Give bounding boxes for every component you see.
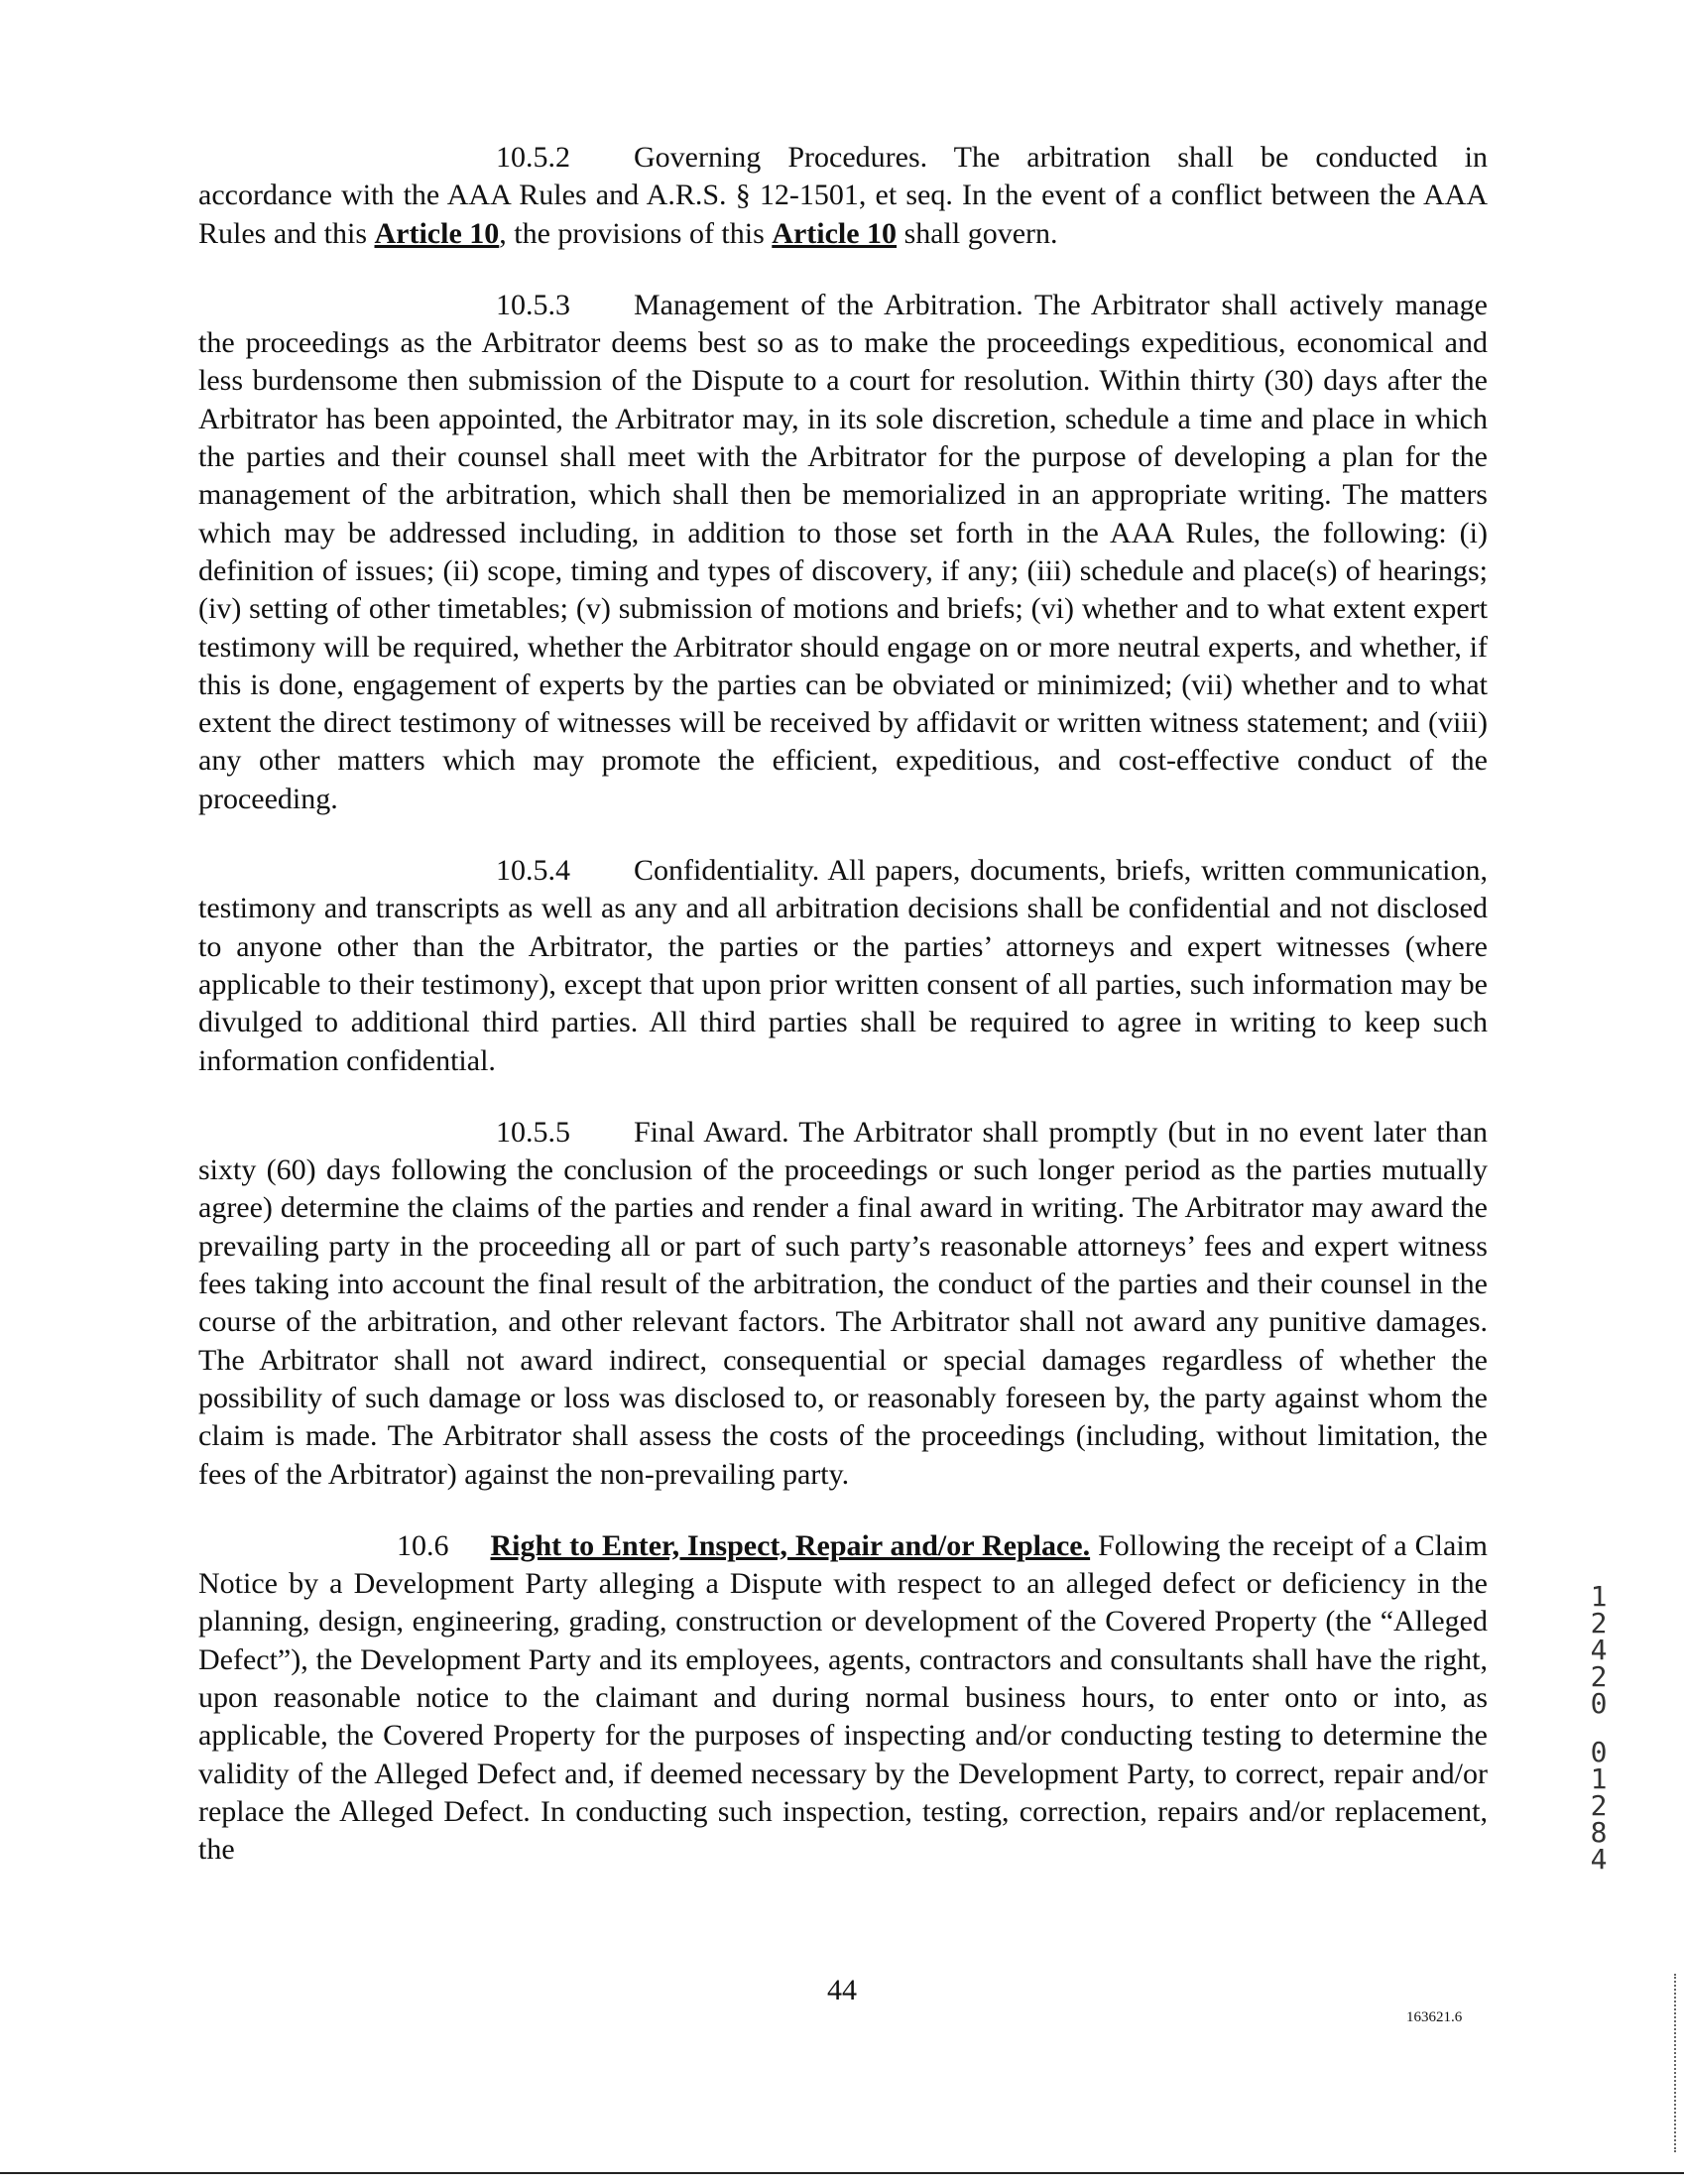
paragraph-10-5-5: [198, 1114, 1488, 1494]
stamp-digit: 1: [1590, 1762, 1608, 1795]
paragraph-text: Confidentiality. All papers, documents, briefs, written communication, testimony and transcripts as well as any and all arbitration decisions shall be confidential and not disclosed to anyone other than the Arbitrator, the parties or the parties’ attorneys and expert witnesses (where applicable to their testimony), except that upon prior written consent of all parties, such information may be divulged to additional third parties. All third parties shall be required to agree in writing to keep such information confidential.: [198, 854, 1488, 1077]
article-reference: Article 10: [374, 216, 500, 250]
scan-edge-mark: [1674, 1974, 1678, 2152]
paragraph-text: Following the receipt of a Claim Notice by a Development Party alleging a Dispute with respect to an alleged defect or deficiency in the planning, design, engineering, grading, construction or development of the Covered Property (the “Alleged Defect”), the Development Party and its employees, agents, contractors and consultants shall have the right, upon reasonable notice to the claimant and during normal business hours, to enter onto or into, as applicable, the Covered Property for the purposes of inspecting and/or conducting testing to determine the validity of the Alleged Defect and, if deemed necessary by the Development Party, to correct, repair and/or replace the Alleged Defect. In conducting such inspection, testing, correction, repairs and/or replacement, the: [198, 1528, 1489, 1867]
document-id: 163621.6: [1406, 2009, 1463, 2025]
side-stamp: [1579, 1580, 1619, 1876]
paragraph-10-6: [198, 1527, 1488, 1870]
stamp-digit: 2: [1590, 1607, 1608, 1639]
stamp-digit: 1: [1590, 1580, 1608, 1613]
section-number: 10.5.4: [496, 854, 570, 888]
paragraph-text: Final Award. The Arbitrator shall promptly (but in no event later than sixty (60) days following the conclusion of the proceedings or such longer period as the parties mutually agree) determine the claims of the parties and render a final award in writing. The Arbitrator may award the prevailing party in the proceeding all or part of such party’s reasonable attorneys’ fees and expert witness fees taking into account the final result of the arbitration, the conduct of the parties and their counsel in the course of the arbitration, and other relevant factors. The Arbitrator shall not award any punitive damages. The Arbitrator shall not award indirect, consequential or special damages regardless of whether the possibility of such damage or loss was disclosed to, or reasonably foreseen by, the party against whom the claim is made. The Arbitrator shall assess the costs of the proceedings (including, without limitation, the fees of the Arbitrator) against the non-prevailing party.: [198, 1115, 1488, 1491]
scan-bottom-line: [0, 2172, 1684, 2174]
stamp-digit: 4: [1590, 1843, 1608, 1876]
section-heading: Right to Enter, Inspect, Repair and/or Replace.: [490, 1528, 1091, 1562]
paragraph-text: , the provisions of this: [499, 216, 773, 250]
document-body: [198, 139, 1488, 1902]
stamp-digit: 0: [1590, 1736, 1608, 1768]
stamp-digit: 4: [1590, 1634, 1608, 1666]
stamp-digit: 2: [1590, 1660, 1608, 1693]
stamp-digit: 8: [1590, 1816, 1608, 1849]
stamp-digit: 2: [1590, 1789, 1608, 1822]
page-number: 44: [827, 1974, 857, 2006]
section-number: 10.5.3: [496, 288, 570, 321]
stamp-digit: 0: [1590, 1687, 1608, 1720]
paragraph-10-5-3: [198, 287, 1488, 818]
paragraph-10-5-4: [198, 852, 1488, 1080]
paragraph-text: Management of the Arbitration. The Arbitrator shall actively manage the proceedings as the Arbitrator deems best so as to make the proceedings expeditious, economical and less burdensome then submission of the Dispute to a court for resolution. Within thirty (30) days after the Arbitrator has been appointed, the Arbitrator may, in its sole discretion, schedule a time and place in which the parties and their counsel shall meet with the Arbitrator for the purpose of developing a plan for the management of the arbitration, which shall then be memorialized in an appropriate writing. The matters which may be addressed including, in addition to those set forth in the AAA Rules, the following: (i) definition of issues; (ii) scope, timing and types of discovery, if any; (iii) schedule and place(s) of hearings; (iv) setting of other timetables; (v) submission of motions and briefs; (vi) whether and to what extent expert testimony will be required, whether the Arbitrator should engage on or more neutral experts, and whether, if this is done, engagement of experts by the parties can be obviated or minimized; (vii) whether and to what extent the direct testimony of witnesses will be received by affidavit or written witness statement; and (viii) any other matters which may promote the efficient, expeditious, and cost-effective conduct of the proceeding.: [198, 288, 1488, 815]
paragraph-text: shall govern.: [897, 216, 1058, 250]
article-reference: Article 10: [772, 216, 898, 250]
paragraph-text: Governing Procedures. The arbitration shall be conducted in accordance with the AAA Rules and A.R.S. § 12-1501, et seq. In the event of a conflict between the AAA Rules and this: [198, 141, 1488, 250]
section-number: 10.6: [397, 1528, 449, 1562]
section-number: 10.5.5: [496, 1115, 570, 1149]
section-number: 10.5.2: [496, 141, 570, 174]
paragraph-10-5-2: [198, 139, 1488, 253]
